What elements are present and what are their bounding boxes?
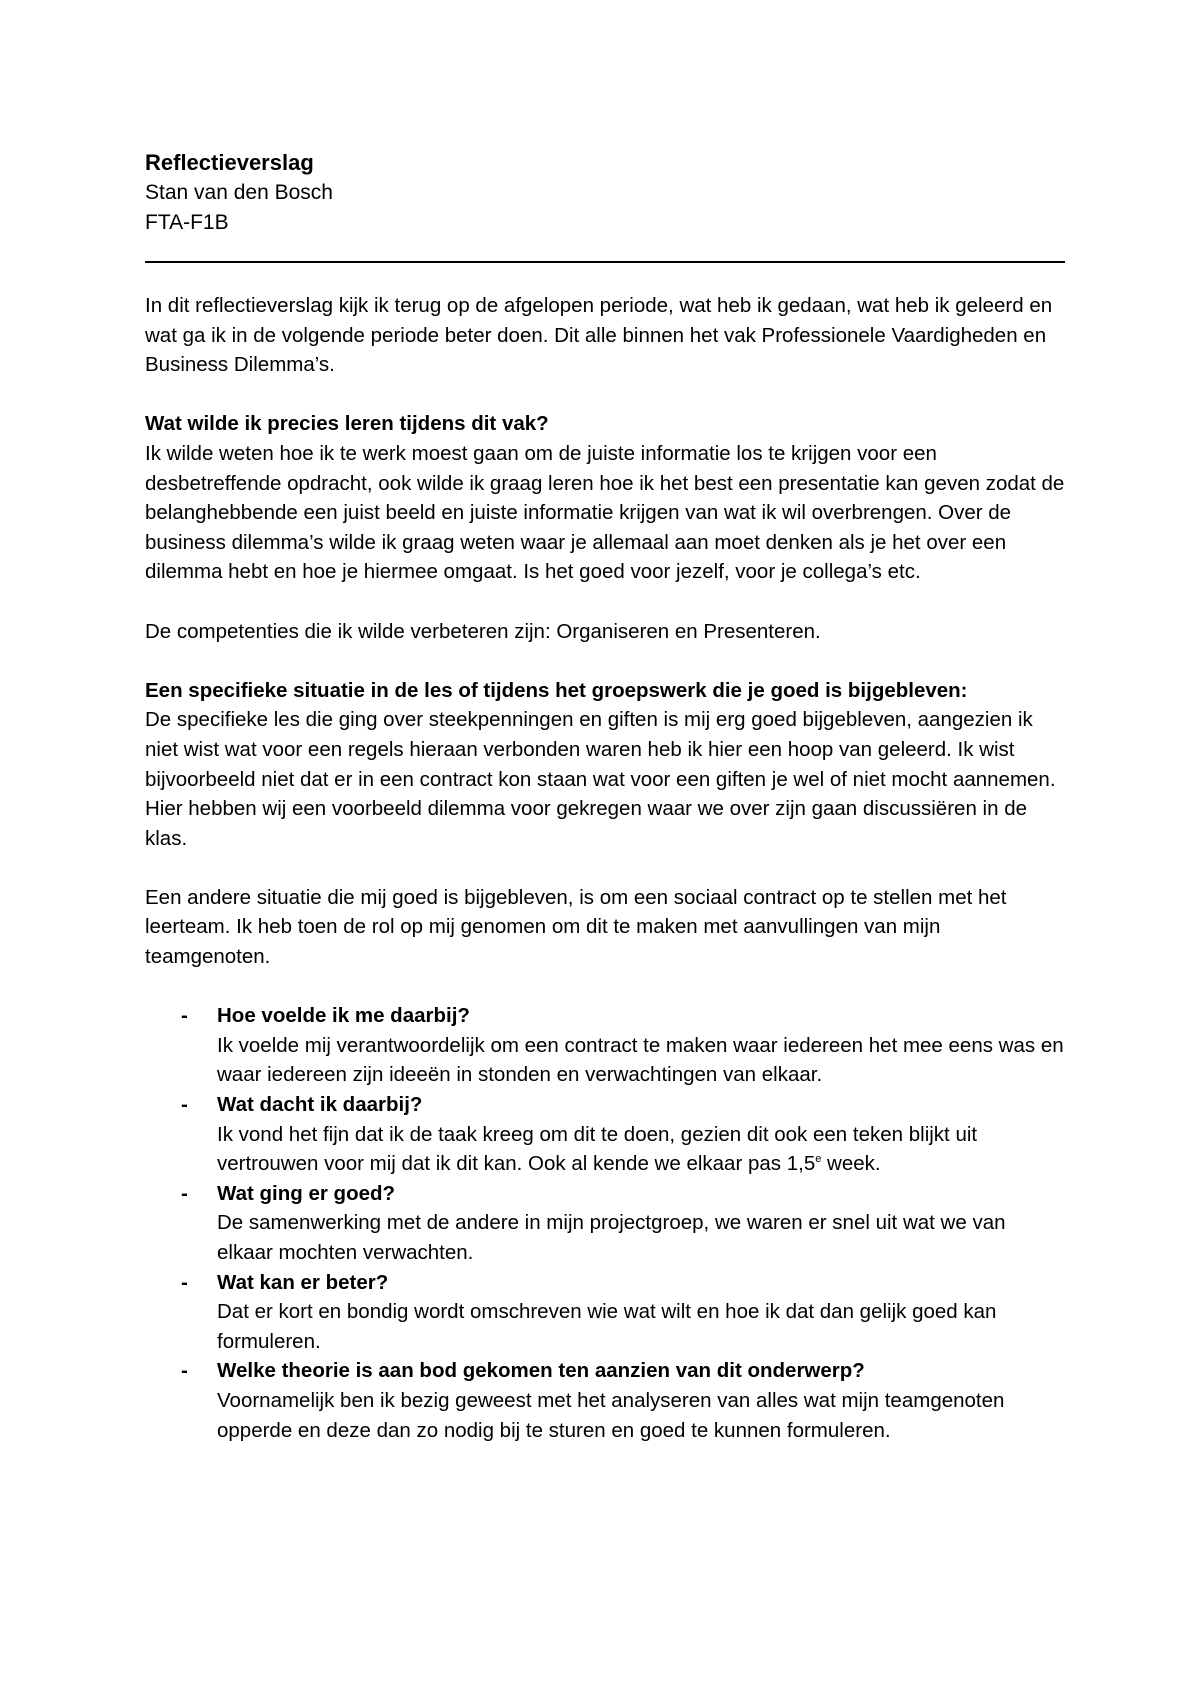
document-page xyxy=(145,148,1065,1445)
item-answer: Voornamelijk ben ik bezig geweest met het analyseren van alles wat mijn teamgenoten opperde en deze dan zo nodig bij te sturen en goed te kunnen formuleren. xyxy=(217,1388,1005,1442)
item-answer: Ik voelde mij verantwoordelijk om een contract te maken waar iedereen het mee eens was en waar iedereen zijn ideeën in stonden en verwachtingen van elkaar. xyxy=(217,1033,1064,1087)
reflection-list xyxy=(145,1001,1065,1445)
bullet-dash: - xyxy=(181,1093,188,1117)
item-question: Welke theorie is aan bod gekomen ten aanzien van dit onderwerp? xyxy=(217,1359,865,1383)
item-question: Hoe voelde ik me daarbij? xyxy=(217,1004,470,1028)
answer-text-end: week. xyxy=(821,1152,881,1176)
spacer xyxy=(145,972,1065,1002)
spacer xyxy=(145,380,1065,410)
answer-text: Ik vond het fijn dat ik de taak kreeg om dit te doen, gezien dit ook een teken blijkt uit vertrouwen voor mij dat ik dit kan. Ook al kende we elkaar pas 1,5 xyxy=(217,1122,978,1176)
intro-paragraph: In dit reflectieverslag kijk ik terug op de afgelopen periode, wat heb ik gedaan, wat heb ik geleerd en wat ga ik in de volgende periode beter doen. Dit alle binnen het vak Professionele Vaardigheden en Business Dilemma’s. xyxy=(145,294,1053,377)
item-question: Wat kan er beter? xyxy=(217,1270,389,1294)
item-answer xyxy=(217,1120,1065,1179)
item-question: Wat ging er goed? xyxy=(217,1181,396,1205)
list-item xyxy=(145,1268,1065,1357)
section-body: De specifieke les die ging over steekpenningen en giften is mij erg goed bijgebleven, aangezien ik niet wist wat voor een regels hieraan verbonden waren heb ik hier een hoop van geleerd. Ik wist bijvoorbeeld niet dat er in een contract kon staan wat voor een giften je wel of niet mocht aannemen. Hier hebben wij een voorbeeld dilemma voor gekregen waar we over zijn gaan discussiëren in de klas. xyxy=(145,708,1056,850)
author-name: Stan van den Bosch xyxy=(145,181,333,204)
bullet-dash: - xyxy=(181,1270,188,1294)
list-item xyxy=(145,1356,1065,1445)
section-specific-situation xyxy=(145,676,1065,854)
header-divider xyxy=(145,261,1065,263)
section-body: Ik wilde weten hoe ik te werk moest gaan om de juiste informatie los te krijgen voor een desbetreffende opdracht, ook wilde ik graag leren hoe ik het best een presentatie kan geven zodat de belanghebbende een juist beeld en juiste informatie krijgen van wat ik wil overbrengen. Over de business dilemma’s wilde ik graag weten waar je allemaal aan moet denken als je het over een dilemma hebt en hoe je hiermee omgaat. Is het goed voor jezelf, voor je collega’s etc. xyxy=(145,441,1065,584)
ordinal-suffix: e xyxy=(815,1153,822,1166)
bullet-dash: - xyxy=(181,1359,188,1383)
item-answer: Dat er kort en bondig wordt omschreven wie wat wilt en hoe ik dat dan gelijk goed kan formuleren. xyxy=(217,1300,997,1353)
spacer xyxy=(145,646,1065,676)
document-header xyxy=(145,148,1065,238)
item-answer: De samenwerking met de andere in mijn projectgroep, we waren er snel uit wat we van elkaar mochten verwachten. xyxy=(217,1211,1006,1264)
list-item xyxy=(145,1179,1065,1268)
bullet-dash: - xyxy=(181,1181,188,1205)
section-learning-goals xyxy=(145,409,1065,587)
spacer xyxy=(145,587,1065,617)
item-question: Wat dacht ik daarbij? xyxy=(217,1093,423,1117)
section-heading: Een specifieke situatie in de les of tijdens het groepswerk die je goed is bijgebleven: xyxy=(145,678,968,702)
section-heading: Wat wilde ik precies leren tijdens dit vak? xyxy=(145,412,549,436)
document-title: Reflectieverslag xyxy=(145,150,314,175)
spacer xyxy=(145,853,1065,883)
class-code: FTA-F1B xyxy=(145,211,229,234)
bullet-dash: - xyxy=(181,1004,188,1028)
competencies-paragraph: De competenties die ik wilde verbeteren zijn: Organiseren en Presenteren. xyxy=(145,619,821,643)
other-situation-paragraph: Een andere situatie die mij goed is bijgebleven, is om een sociaal contract op te stellen met het leerteam. Ik heb toen de rol op mij genomen om dit te maken met aanvullingen van mijn teamgenoten. xyxy=(145,885,1007,969)
list-item xyxy=(145,1001,1065,1090)
list-item xyxy=(145,1090,1065,1179)
